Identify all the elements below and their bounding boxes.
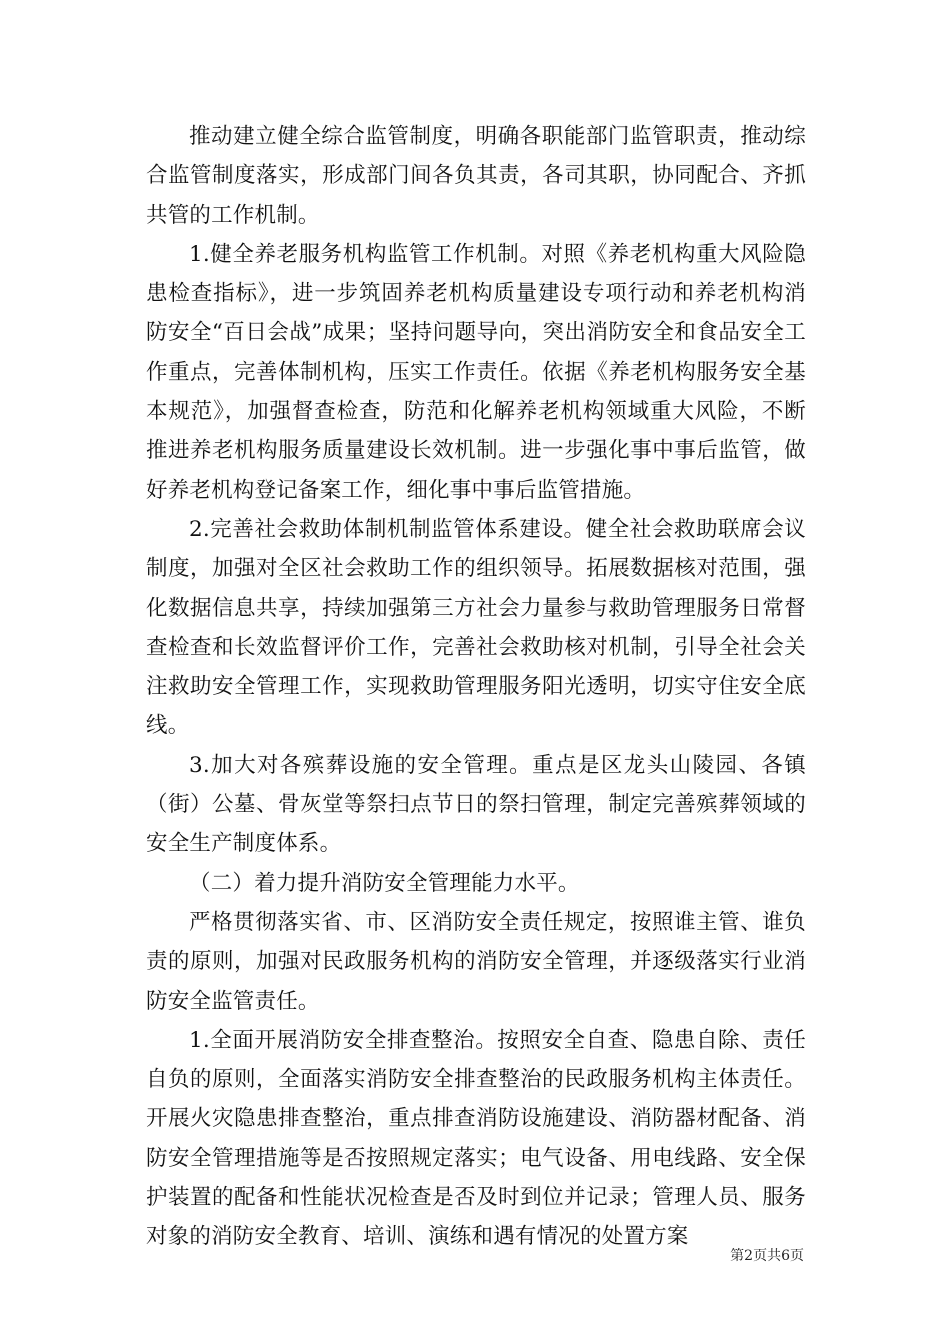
- paragraph-fire-item-1: 1.全面开展消防安全排查整治。按照安全自查、隐患自除、责任自负的原则，全面落实消防安全排查整治的民政服务机构主体责任。开展火灾隐患排查整治，重点排查消防设施建设、消防器材配备、消防安全管理措施等是否按照规定落实；电气设备、用电线路、安全保护装置的配备和性能状况检查是否及时到位并记录；管理人员、服务对象的消防安全教育、培训、演练和遇有情况的处置方案: [146, 1027, 806, 1250]
- paragraph-intro: 推动建立健全综合监管制度，明确各职能部门监管职责，推动综合监管制度落实，形成部门间各负其责，各司其职，协同配合、齐抓共管的工作机制。: [146, 124, 806, 228]
- paragraph-section-intro: 严格贯彻落实省、市、区消防安全责任规定，按照谁主管、谁负责的原则，加强对民政服务机构的消防安全管理，并逐级落实行业消防安全监管责任。: [146, 909, 806, 1014]
- section-heading: （二）着力提升消防安全管理能力水平。: [189, 870, 580, 896]
- paragraph-item-2: 2.完善社会救助体制机制监管体系建设。健全社会救助联席会议制度，加强对全区社会救助工作的组织领导。拓展数据核对范围，强化数据信息共享，持续加强第三方社会力量参与救助管理服务日常督查检查和长效监督评价工作，完善社会救助核对机制，引导全社会关注救助安全管理工作，实现救助管理服务阳光透明，切实守住安全底线。: [146, 516, 806, 739]
- document-body: [146, 117, 806, 1257]
- paragraph-item-3: 3.加大对各殡葬设施的安全管理。重点是区龙头山陵园、各镇（街）公墓、骨灰堂等祭扫点节日的祭扫管理，制定完善殡葬领域的安全生产制度体系。: [146, 752, 806, 857]
- page-number: 第2页共6页: [730, 1248, 804, 1264]
- paragraph-item-1: 1.健全养老服务机构监管工作机制。对照《养老机构重大风险隐患检查指标》，进一步筑固养老机构质量建设专项行动和养老机构消防安全“百日会战”成果；坚持问题导向，突出消防安全和食品安全工作重点，完善体制机构，压实工作责任。依据《养老机构服务安全基本规范》，加强督查检查，防范和化解养老机构领域重大风险，不断推进养老机构服务质量建设长效机制。进一步强化事中事后监管，做好养老机构登记备案工作，细化事中事后监管措施。: [146, 241, 806, 503]
